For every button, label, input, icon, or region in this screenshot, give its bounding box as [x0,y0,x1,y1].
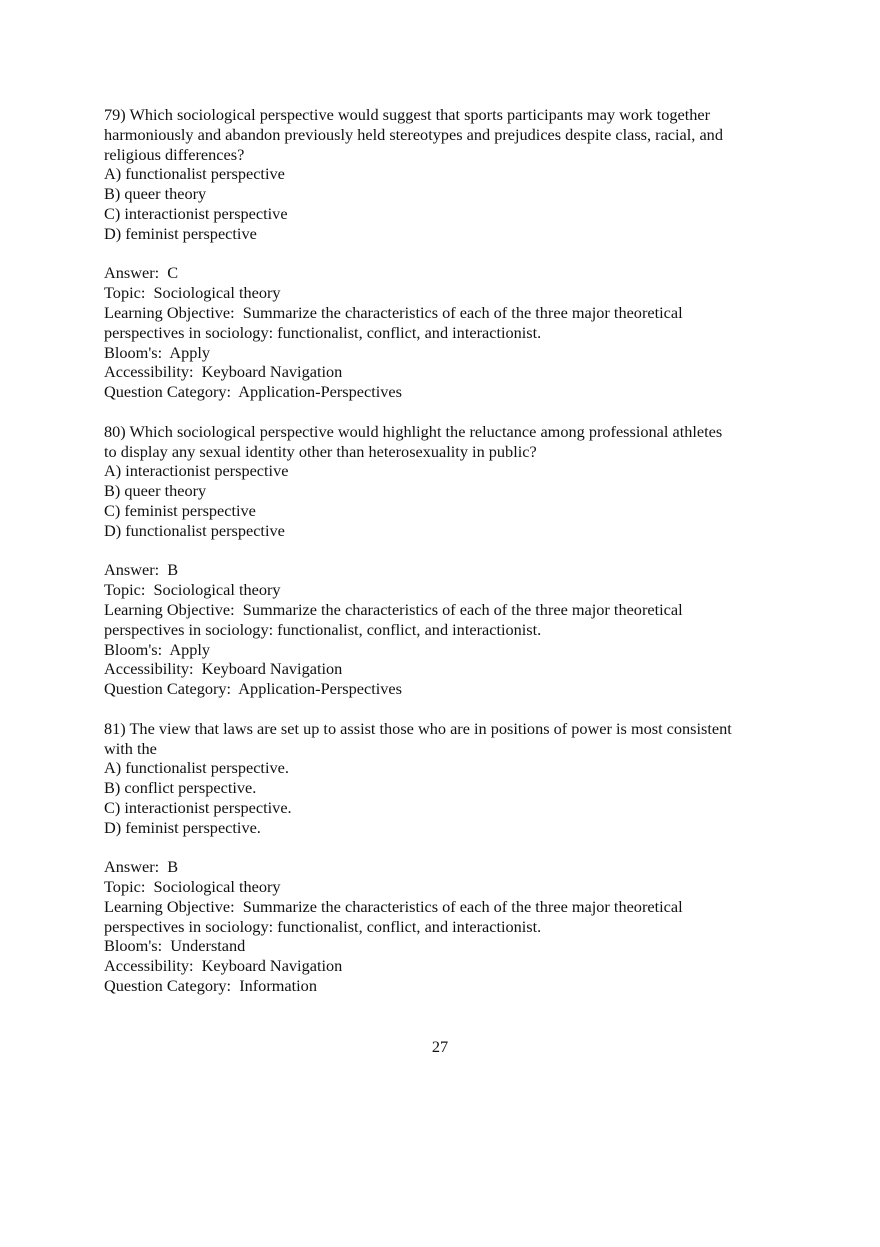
question-stem-line: 79) Which sociological perspective would suggest that sports participants may work together [104,105,711,124]
answer-option: D) feminist perspective [104,223,257,243]
question-stem-line: with the [104,738,157,758]
question-metadata-line: Question Category: Application-Perspectives [104,382,402,402]
answer-option: A) interactionist perspective [104,461,289,481]
question-metadata-line: Learning Objective: Summarize the characteristics of each of the three major theoretical [104,599,683,619]
question-metadata-line: Answer: B [104,560,179,580]
question-metadata-line: Topic: Sociological theory [104,580,281,600]
spacer [104,402,804,422]
question-stem-line: to display any sexual identity other than heterosexuality in public? [104,441,537,461]
question-metadata-line: Answer: C [104,263,179,283]
spacer [104,699,804,719]
question-block [104,105,804,422]
question-metadata-line: Topic: Sociological theory [104,877,281,897]
question-block [104,719,804,996]
question-metadata-line: Accessibility: Keyboard Navigation [104,659,343,679]
question-metadata-line: Learning Objective: Summarize the characteristics of each of the three major theoretical [104,302,683,322]
question-metadata-line: Bloom's: Apply [104,639,211,659]
question-metadata-line: perspectives in sociology: functionalist, conflict, and interactionist. [104,322,542,342]
answer-option: D) feminist perspective. [104,817,261,837]
question-metadata-line: Question Category: Application-Perspectives [104,679,402,699]
document-body [104,105,804,996]
answer-option: B) conflict perspective. [104,778,257,798]
question-stem-line: 81) The view that laws are set up to assist those who are in positions of power is most consistent [104,718,732,738]
answer-option: C) interactionist perspective [104,203,288,223]
answer-option: B) queer theory [104,481,207,501]
spacer [104,541,804,561]
question-metadata-line: Topic: Sociological theory [104,283,281,303]
question-stem-line: harmoniously and abandon previously held stereotypes and prejudices despite class, racial, and [104,124,723,144]
answer-option: C) interactionist perspective. [104,797,292,817]
question-metadata-line: Bloom's: Understand [104,936,246,956]
answer-option: A) functionalist perspective. [104,758,289,778]
question-metadata-line: Learning Objective: Summarize the characteristics of each of the three major theoretical [104,896,683,916]
answer-option: B) queer theory [104,184,207,204]
question-metadata-line: Accessibility: Keyboard Navigation [104,362,343,382]
question-metadata-line: perspectives in sociology: functionalist, conflict, and interactionist. [104,916,542,936]
answer-option: A) functionalist perspective [104,164,285,184]
question-metadata-line: perspectives in sociology: functionalist, conflict, and interactionist. [104,619,542,639]
question-metadata-line: Accessibility: Keyboard Navigation [104,956,343,976]
page-number: 27 [431,1037,449,1056]
answer-option: C) feminist perspective [104,500,256,520]
question-stem-line: religious differences? [104,144,245,164]
question-stem-line: 80) Which sociological perspective would highlight the reluctance among professional athletes [104,421,723,441]
question-metadata-line: Bloom's: Apply [104,342,211,362]
question-block [104,422,804,719]
spacer [104,244,804,264]
spacer [104,837,804,857]
question-metadata-line: Answer: B [104,857,179,877]
answer-option: D) functionalist perspective [104,520,285,540]
question-metadata-line: Question Category: Information [104,976,317,996]
